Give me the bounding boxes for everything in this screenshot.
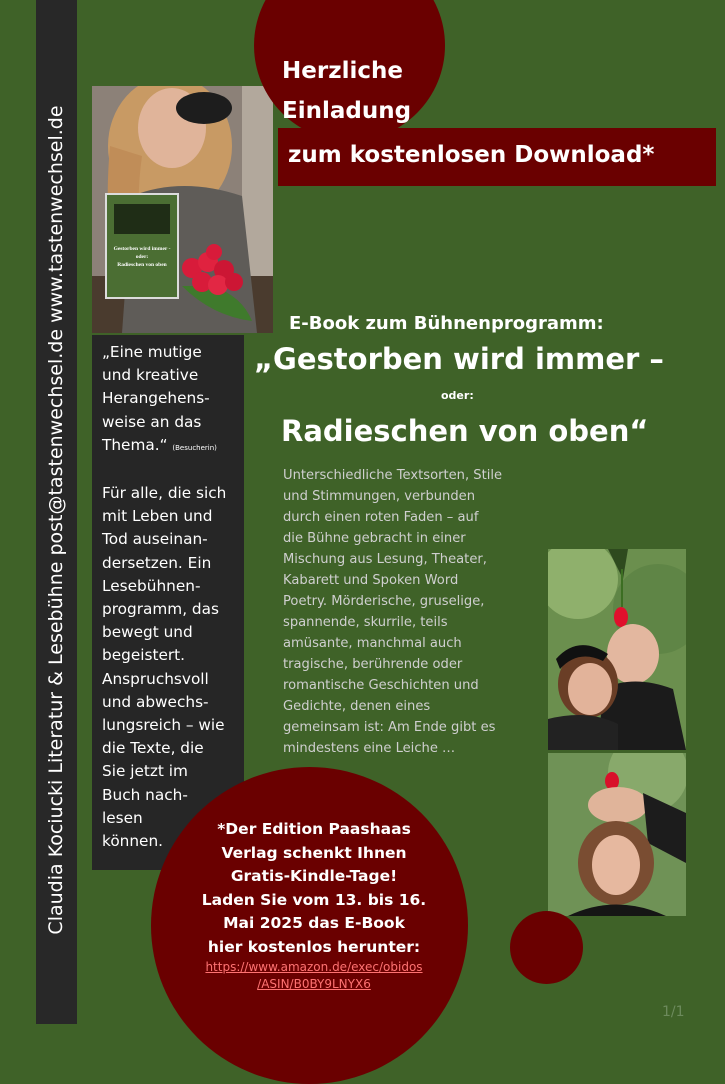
pitch-line: Tod auseinan- [102, 530, 208, 549]
description-line: mindestens eine Leiche … [283, 741, 456, 756]
description-line: gemeinsam ist: Am Ende gibt es [283, 720, 496, 735]
svg-text:Gestorben wird immer -: Gestorben wird immer - [113, 246, 171, 252]
offer-line: hier kostenlos herunter: [207, 937, 421, 956]
pitch-line: programm, das [102, 600, 219, 619]
quote-box [92, 335, 244, 870]
couple-photo-top-illustration [548, 549, 686, 750]
pitch-line: Lesebühnen- [102, 576, 201, 595]
ebook-title-oder: oder: [441, 389, 474, 402]
offer-line: Verlag schenkt Ihnen [221, 843, 407, 862]
decorative-circle [510, 911, 583, 984]
pitch-line: können. [102, 832, 164, 851]
description-line: die Bühne gebracht in einer [283, 531, 466, 546]
offer-line: Mai 2025 das E-Book [223, 914, 405, 932]
pitch-line: die Texte, die [102, 739, 204, 758]
pitch-line: lesen [102, 808, 143, 827]
author-photo-illustration [92, 86, 273, 333]
amazon-link-line-1[interactable]: https://www.amazon.de/exec/obidos [205, 960, 423, 974]
pitch-line: mit Leben und [102, 507, 213, 526]
pitch-line: Für alle, die sich [102, 484, 227, 503]
author-photo [92, 86, 273, 333]
quote-source: (Besucherin) [172, 443, 217, 452]
description-line: Unterschiedliche Textsorten, Stile [283, 468, 503, 483]
description-line: romantische Geschichten und [283, 678, 479, 693]
svg-text:Radieschen von oben: Radieschen von oben [117, 262, 167, 268]
pitch-line: Buch nach- [102, 785, 188, 804]
description-line: und Stimmungen, verbunden [283, 489, 476, 504]
couple-photo-bottom [548, 753, 686, 916]
pitch-line: lungsreich – wie [102, 716, 225, 735]
offer-line: *Der Edition Paashaas [217, 820, 411, 838]
description-line: Mischung aus Lesung, Theater, [283, 552, 487, 567]
description-line: tragische, berührende oder [283, 657, 463, 672]
invitation-line-1: Herzliche [282, 58, 403, 84]
pitch-line: bewegt und [102, 623, 193, 642]
pitch-line: dersetzen. Ein [102, 553, 212, 572]
offer-text [184, 818, 444, 993]
vertical-contact-text: Claudia Kociucki Literatur & Lesebühne post@tastenwechsel.de www.tastenwechsel.de [45, 105, 67, 935]
quote-line: und kreative [102, 366, 199, 385]
description-line: durch einen roten Faden – auf [283, 510, 479, 525]
svg-text:oder:: oder: [135, 254, 149, 260]
offer-line: Gratis-Kindle-Tage! [230, 867, 398, 885]
quote-end: Thema.“ [102, 435, 168, 454]
description-line: amüsante, manchmal auch [283, 636, 462, 651]
invitation-line-3: zum kostenlosen Download* [288, 142, 655, 168]
quote-line [102, 434, 242, 460]
description-text [283, 465, 523, 759]
couple-photo-bottom-illustration [548, 753, 686, 916]
book-cover-image [106, 194, 178, 298]
page-number: 1/1 [662, 1004, 685, 1020]
couple-photo-top [548, 549, 686, 750]
description-line: Kabarett und Spoken Word [283, 573, 459, 588]
pitch-line: Sie jetzt im [102, 762, 188, 781]
pitch-line: und abwechs- [102, 692, 209, 711]
pitch-line: Anspruchsvoll [102, 669, 209, 688]
offer-line: Laden Sie vom 13. bis 16. [201, 890, 427, 909]
description-line: Gedichte, denen eines [283, 699, 431, 714]
quote-line: „Eine mutige [102, 343, 202, 361]
invitation-line-2: Einladung [282, 98, 412, 124]
quote-line: weise an das [102, 412, 202, 431]
description-line: spannende, skurrile, teils [283, 615, 448, 630]
ebook-title-line-2: Radieschen von oben“ [281, 414, 649, 448]
ebook-subtitle: E-Book zum Bühnenprogramm: [289, 313, 604, 334]
amazon-link-line-2[interactable]: /ASIN/B0BY9LNYX6 [257, 977, 371, 991]
pitch-line: begeistert. [102, 646, 186, 665]
description-line: Poetry. Mörderische, gruselige, [283, 594, 485, 609]
quote-line: Herangehens- [102, 389, 210, 408]
ebook-title-line-1: „Gestorben wird immer – [254, 342, 664, 376]
